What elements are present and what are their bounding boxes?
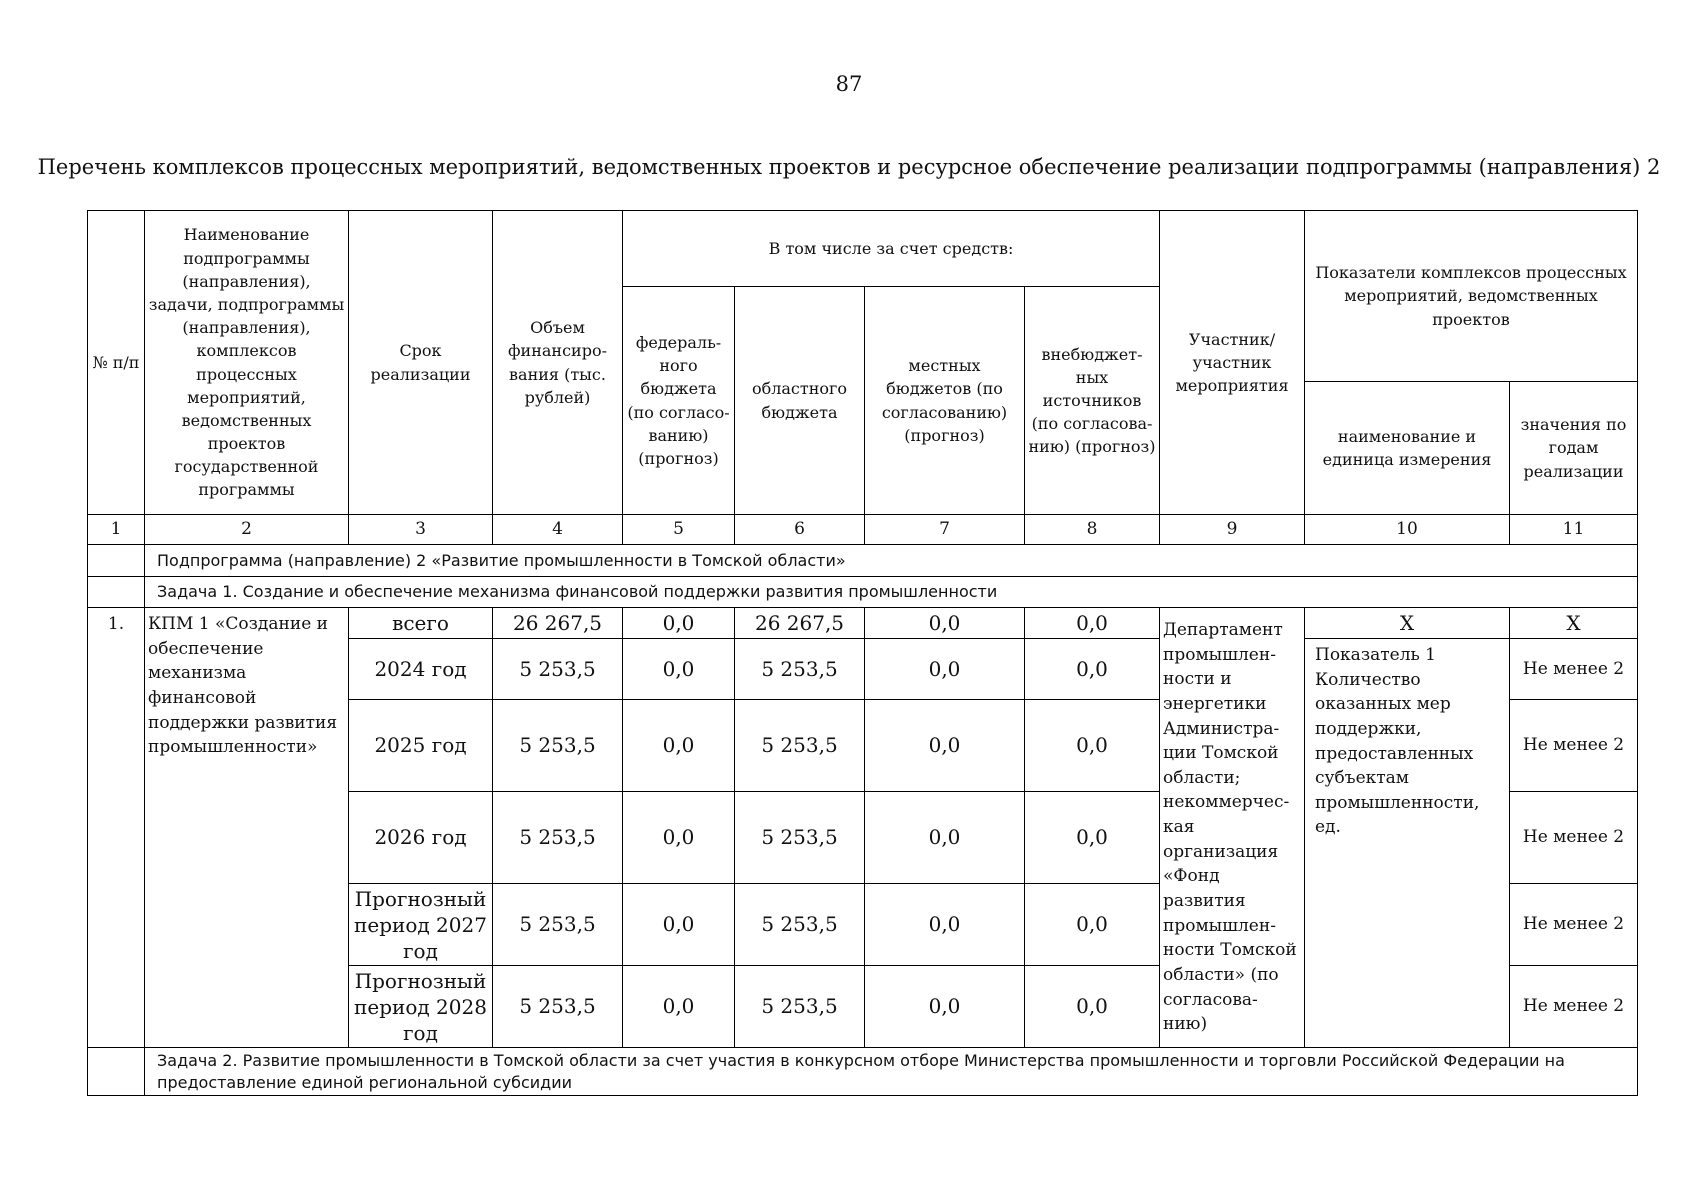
extra-cell: 0,0 <box>1025 639 1160 700</box>
task-2-title: Задача 2. Развитие промышленности в Томской области за счет участия в конкурсном отборе Министерства промышленности и торговли Российской Федерации на предоставление единой региональной субсидии <box>145 1048 1638 1096</box>
local-cell: 0,0 <box>865 700 1025 792</box>
period-cell: Прогнозный период 2027 год <box>349 884 493 966</box>
period-cell: 2026 год <box>349 792 493 884</box>
indicator-value-cell: X <box>1510 608 1638 639</box>
header-federal: федераль-ного бюджета (по согласо-ванию) (прогноз) <box>623 287 735 515</box>
header-number: № п/п <box>88 211 145 515</box>
column-number: 11 <box>1510 515 1638 545</box>
column-number: 8 <box>1025 515 1160 545</box>
task-row <box>88 577 1638 608</box>
regional-cell: 5 253,5 <box>735 639 865 700</box>
period-cell: 2024 год <box>349 639 493 700</box>
regional-cell: 5 253,5 <box>735 792 865 884</box>
header-local: местных бюджетов (по согласованию) (прогноз) <box>865 287 1025 515</box>
header-period: Срок реализации <box>349 211 493 515</box>
total-cell: 26 267,5 <box>493 608 623 639</box>
regional-cell: 5 253,5 <box>735 700 865 792</box>
local-cell: 0,0 <box>865 884 1025 966</box>
extra-cell: 0,0 <box>1025 792 1160 884</box>
header-volume: Объем финансиро-вания (тыс. рублей) <box>493 211 623 515</box>
program-table <box>87 210 1638 1096</box>
task-1-title: Задача 1. Создание и обеспечение механизма финансовой поддержки развития промышленности <box>145 577 1638 608</box>
regional-cell: 26 267,5 <box>735 608 865 639</box>
extra-cell: 0,0 <box>1025 884 1160 966</box>
local-cell: 0,0 <box>865 608 1025 639</box>
column-number: 7 <box>865 515 1025 545</box>
header-extra: внебюджет-ных источников (по согласова-нию) (прогноз) <box>1025 287 1160 515</box>
indicator-value-cell: Не менее 2 <box>1510 700 1638 792</box>
extra-cell: 0,0 <box>1025 608 1160 639</box>
document-title: Перечень комплексов процессных мероприятий, ведомственных проектов и ресурсное обеспечение реализации подпрограммы (направления) 2 <box>37 155 1661 179</box>
total-cell: 5 253,5 <box>493 966 623 1048</box>
federal-cell: 0,0 <box>623 884 735 966</box>
federal-cell: 0,0 <box>623 639 735 700</box>
total-cell: 5 253,5 <box>493 639 623 700</box>
federal-cell: 0,0 <box>623 966 735 1048</box>
local-cell: 0,0 <box>865 966 1025 1048</box>
subprogram-row <box>88 545 1638 577</box>
column-number: 4 <box>493 515 623 545</box>
period-cell: 2025 год <box>349 700 493 792</box>
header-regional: областного бюджета <box>735 287 865 515</box>
column-numbers-row <box>88 515 1638 545</box>
total-cell: 5 253,5 <box>493 884 623 966</box>
total-cell: 5 253,5 <box>493 792 623 884</box>
header-participant: Участник/ участник мероприятия <box>1160 211 1305 515</box>
column-number: 5 <box>623 515 735 545</box>
header-name: Наименование подпрограммы (направления), задачи, подпрограммы (направления), комплексов процессных мероприятий, ведомственных проектов государственной программы <box>145 211 349 515</box>
subprogram-title: Подпрограмма (направление) 2 «Развитие промышленности в Томской области» <box>145 545 1638 577</box>
federal-cell: 0,0 <box>623 700 735 792</box>
task-row <box>88 1048 1638 1096</box>
header-indicator-values: значения по годам реализации <box>1510 382 1638 515</box>
indicator-value-cell: Не менее 2 <box>1510 792 1638 884</box>
header-funding-group: В том числе за счет средств: <box>623 211 1160 287</box>
item-name: КПМ 1 «Создание и обеспечение механизма финансовой поддержки развития промышленности» <box>145 608 349 1048</box>
regional-cell: 5 253,5 <box>735 966 865 1048</box>
extra-cell: 0,0 <box>1025 966 1160 1048</box>
indicator-value-cell: Не менее 2 <box>1510 639 1638 700</box>
table-row <box>88 608 1638 639</box>
column-number: 6 <box>735 515 865 545</box>
indicator-name-cell: X <box>1305 608 1510 639</box>
column-number: 2 <box>145 515 349 545</box>
column-number: 9 <box>1160 515 1305 545</box>
column-number: 3 <box>349 515 493 545</box>
indicator-value-cell: Не менее 2 <box>1510 884 1638 966</box>
federal-cell: 0,0 <box>623 608 735 639</box>
extra-cell: 0,0 <box>1025 700 1160 792</box>
header-indicators-group: Показатели комплексов процессных мероприятий, ведомственных проектов <box>1305 211 1638 382</box>
local-cell: 0,0 <box>865 792 1025 884</box>
regional-cell: 5 253,5 <box>735 884 865 966</box>
header-row-1 <box>88 211 1638 287</box>
indicator-name: Показатель 1 Количество оказанных мер поддержки, предоставленных субъектам промышленности, ед. <box>1305 639 1510 1048</box>
column-number: 10 <box>1305 515 1510 545</box>
item-participant: Департамент промышлен-ности и энергетики Администра-ции Томской области; некоммерчес-кая организация «Фонд развития промышлен-ности Томской области» (по согласова-нию) <box>1160 608 1305 1048</box>
indicator-value-cell: Не менее 2 <box>1510 966 1638 1048</box>
header-indicator-name: наименование и единица измерения <box>1305 382 1510 515</box>
period-cell: всего <box>349 608 493 639</box>
federal-cell: 0,0 <box>623 792 735 884</box>
column-number: 1 <box>88 515 145 545</box>
period-cell: Прогнозный период 2028 год <box>349 966 493 1048</box>
local-cell: 0,0 <box>865 639 1025 700</box>
page-number: 87 <box>835 72 863 96</box>
item-number: 1. <box>88 608 145 1048</box>
total-cell: 5 253,5 <box>493 700 623 792</box>
